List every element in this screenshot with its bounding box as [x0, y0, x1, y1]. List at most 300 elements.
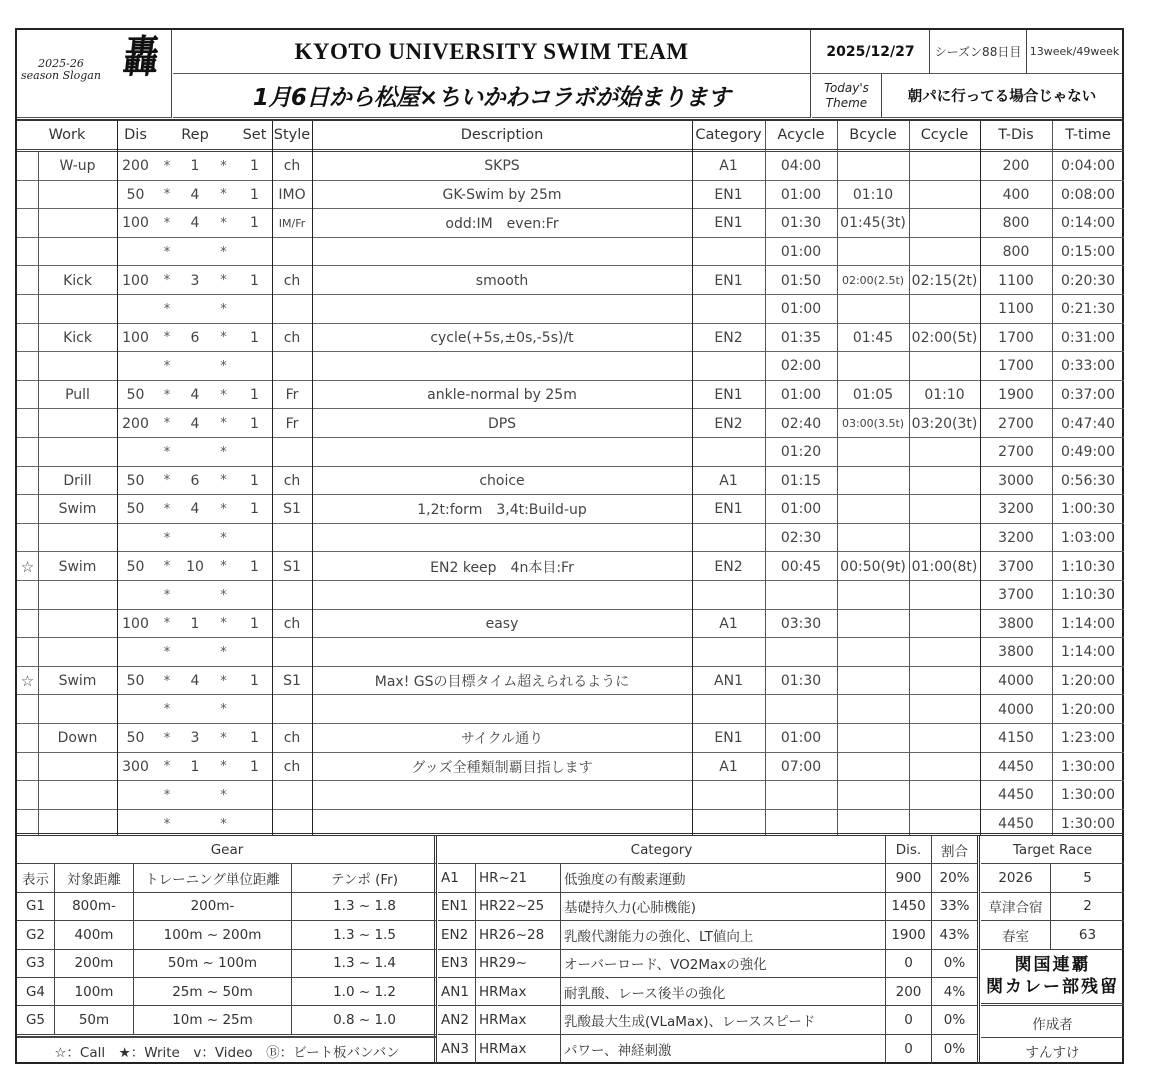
cell-times-1: * — [163, 759, 171, 775]
cell-t-dis: 4450 — [998, 787, 1034, 804]
table-row[interactable] — [17, 209, 1124, 238]
cell-bcycle — [837, 495, 909, 524]
cell-times-2: * — [220, 416, 227, 432]
cell-set: 1 — [250, 501, 259, 518]
target-race-table — [981, 836, 1124, 1064]
col-header-rep: Rep — [181, 127, 209, 143]
cell-times-2: * — [220, 215, 227, 231]
cell-times-1: * — [163, 330, 171, 346]
cell-ccycle: 03:20(3t) — [911, 415, 978, 432]
category-cell: AN3 — [438, 1035, 476, 1063]
col-header-dis: Dis — [124, 127, 147, 143]
cell-mark — [17, 295, 38, 324]
cell-rep: 1 — [190, 758, 200, 775]
cell-mark — [17, 381, 38, 410]
table-row[interactable] — [17, 266, 1124, 295]
cell-bcycle: 03:00(3.5t) — [841, 417, 905, 431]
cell-times-2: * — [220, 673, 227, 689]
cell-category: EN1 — [714, 387, 743, 404]
cell-rep: 4 — [190, 415, 200, 432]
cell-t-dis: 1900 — [998, 387, 1034, 404]
cell-t-dis: 400 — [1002, 186, 1030, 203]
table-row[interactable] — [17, 295, 1124, 324]
cell-times-1: * — [163, 444, 171, 460]
cell-dis — [117, 238, 154, 267]
column-divider — [837, 121, 838, 835]
cell-acycle: 01:00 — [780, 501, 822, 518]
cell-description — [312, 638, 692, 667]
category-cell: 0% — [932, 1006, 977, 1034]
table-row[interactable] — [17, 667, 1124, 696]
table-row[interactable] — [17, 438, 1124, 467]
cell-t-dis: 4000 — [998, 701, 1034, 718]
cell-t-time: 0:49:00 — [1061, 444, 1115, 461]
cell-dis — [117, 524, 154, 553]
category-cell: HR22~25 — [476, 893, 561, 921]
cell-ccycle — [909, 467, 980, 496]
cell-work: Drill — [63, 472, 92, 489]
table-row[interactable] — [17, 152, 1124, 181]
cell-t-time: 0:31:00 — [1061, 329, 1115, 346]
cell-acycle: 01:00 — [780, 301, 822, 318]
cell-t-dis: 800 — [1002, 244, 1030, 261]
star-call-icon: ☆ — [20, 672, 35, 691]
cell-ccycle — [909, 209, 980, 238]
cell-t-time: 0:33:00 — [1061, 358, 1115, 375]
cell-style: ch — [283, 615, 301, 632]
category-cell: オーバーロード、VO2Maxの強化 — [561, 950, 886, 978]
cell-set: 1 — [250, 215, 259, 232]
target-race-value: 5 — [1051, 864, 1124, 892]
category-cell: 1900 — [886, 921, 932, 949]
cell-description: サイクル通り — [460, 731, 544, 748]
cell-rep — [180, 781, 210, 810]
cell-acycle — [765, 638, 837, 667]
cell-set: 1 — [250, 158, 259, 175]
cell-work: Kick — [63, 329, 92, 346]
cell-dis: 50 — [126, 186, 145, 203]
table-row[interactable] — [17, 581, 1124, 610]
season-day: シーズン88日目 — [930, 30, 1027, 74]
menu-table — [17, 119, 1124, 833]
table-row[interactable] — [17, 238, 1124, 267]
cell-bcycle — [837, 581, 909, 610]
table-row[interactable] — [17, 753, 1124, 782]
cell-set: 1 — [250, 186, 259, 203]
cell-times-2: * — [220, 702, 227, 718]
cell-description: GK-Swim by 25m — [442, 186, 562, 203]
col-header-category: Category — [695, 127, 762, 143]
cell-acycle: 01:30 — [780, 673, 822, 690]
cell-times-2: * — [220, 559, 227, 575]
cell-bcycle — [837, 152, 909, 181]
cell-mark — [17, 438, 38, 467]
col-header-t-dis: T-Dis — [998, 127, 1034, 143]
cell-t-dis: 3200 — [998, 530, 1034, 547]
cell-t-time: 0:15:00 — [1061, 244, 1115, 261]
cell-rep — [180, 438, 210, 467]
cell-t-time: 0:37:00 — [1061, 387, 1115, 404]
category-table — [438, 836, 980, 1064]
cell-set — [237, 238, 272, 267]
cell-style: IMO — [278, 186, 306, 203]
cell-bcycle — [837, 695, 909, 724]
cell-style: ch — [283, 758, 301, 775]
category-cell: HR26~28 — [476, 921, 561, 949]
todays-theme: 朝パに行ってる場合じゃない — [882, 74, 1122, 118]
cell-style — [272, 524, 312, 553]
category-cell: 基礎持久力(心肺機能) — [561, 893, 886, 921]
cell-category: A1 — [719, 158, 738, 175]
cell-category — [692, 438, 765, 467]
cell-mark — [17, 524, 38, 553]
cell-times-2: * — [220, 330, 227, 346]
target-race-name: 2026 — [981, 864, 1051, 892]
col-header-style: Style — [273, 127, 311, 143]
gear-header-unit-distance: トレーニング単位距離 — [134, 864, 292, 892]
cell-dis — [117, 581, 154, 610]
cell-rep: 1 — [190, 158, 200, 175]
category-cell: 4% — [932, 978, 977, 1006]
cell-set: 1 — [250, 415, 259, 432]
cell-t-dis: 1700 — [998, 329, 1034, 346]
cell-mark — [17, 495, 38, 524]
cell-work: Swim — [58, 501, 97, 518]
cell-rep — [180, 238, 210, 267]
category-cell: パワー、神経刺激 — [561, 1035, 886, 1063]
table-row[interactable] — [17, 552, 1124, 581]
cell-acycle — [765, 581, 837, 610]
cell-dis — [117, 352, 154, 381]
cell-t-dis: 4150 — [998, 730, 1034, 747]
column-divider — [909, 121, 910, 835]
cell-style — [272, 438, 312, 467]
cell-set — [237, 638, 272, 667]
cell-t-time: 1:03:00 — [1061, 530, 1115, 547]
cell-t-time: 1:30:00 — [1061, 758, 1115, 775]
cell-category: EN1 — [714, 730, 743, 747]
cell-rep: 4 — [190, 215, 200, 232]
practice-menu-sheet — [15, 28, 1124, 1064]
cell-bcycle — [837, 467, 909, 496]
cell-category — [692, 638, 765, 667]
cell-dis — [117, 695, 154, 724]
gear-cell: 200m- — [134, 893, 292, 921]
table-row[interactable] — [17, 381, 1124, 410]
cell-t-time: 0:04:00 — [1061, 158, 1115, 175]
cell-acycle: 02:00 — [780, 358, 822, 375]
cell-ccycle — [909, 352, 980, 381]
cell-work — [38, 238, 117, 267]
cell-bcycle: 01:05 — [852, 387, 894, 404]
cell-ccycle — [909, 524, 980, 553]
cell-t-time: 0:08:00 — [1061, 186, 1115, 203]
category-cell: 20% — [932, 864, 977, 892]
cell-t-time: 1:10:30 — [1061, 558, 1115, 575]
cell-set — [237, 524, 272, 553]
cell-set — [237, 438, 272, 467]
cell-work — [38, 610, 117, 639]
cell-times-2: * — [220, 273, 227, 289]
cell-style: ch — [283, 329, 301, 346]
cell-acycle — [765, 695, 837, 724]
cell-acycle: 01:50 — [780, 272, 822, 289]
author-label: 作成者 — [981, 1009, 1124, 1037]
gear-table — [17, 836, 437, 1064]
cell-dis: 100 — [122, 615, 149, 632]
slogan-box — [17, 30, 172, 118]
table-row[interactable] — [17, 695, 1124, 724]
category-cell: 耐乳酸、レース後半の強化 — [561, 978, 886, 1006]
cell-category: EN2 — [714, 558, 743, 575]
cell-t-time: 0:56:30 — [1061, 472, 1115, 489]
cell-acycle: 00:45 — [780, 558, 822, 575]
column-divider — [765, 121, 766, 835]
gear-cell: 50m — [55, 1006, 134, 1034]
cell-times-1: * — [163, 215, 171, 231]
cell-t-dis: 2700 — [998, 444, 1034, 461]
cell-dis: 50 — [126, 387, 145, 404]
table-row[interactable] — [17, 181, 1124, 210]
col-header-t-time: T-time — [1065, 127, 1111, 143]
cell-set: 1 — [250, 673, 259, 690]
cell-t-dis: 1700 — [998, 358, 1034, 375]
cell-bcycle: 01:10 — [852, 186, 894, 203]
cell-acycle: 03:30 — [780, 615, 822, 632]
category-cell: 0% — [943, 1040, 966, 1057]
category-cell: A1 — [438, 864, 476, 892]
cell-set: 1 — [250, 329, 259, 346]
season-year: 2025-26 — [38, 57, 84, 70]
cell-dis: 100 — [122, 215, 149, 232]
cell-rep: 4 — [190, 186, 200, 203]
category-cell: 低強度の有酸素運動 — [561, 864, 886, 892]
table-row[interactable] — [17, 495, 1124, 524]
announcement: 1月6日から松屋×ちいかわコラボが始まります — [173, 74, 811, 118]
cell-times-2: * — [220, 787, 227, 803]
category-cell: HRMax — [476, 1035, 561, 1063]
col-header-acycle: Acycle — [777, 127, 825, 143]
cell-rep: 4 — [190, 501, 200, 518]
cell-style: IM/Fr — [278, 216, 306, 230]
cell-bcycle — [837, 295, 909, 324]
cell-mark — [17, 181, 38, 210]
cell-t-dis: 3800 — [998, 615, 1034, 632]
cell-dis: 50 — [126, 501, 145, 518]
cell-description: SKPS — [484, 158, 520, 175]
cell-rep — [180, 524, 210, 553]
motto-line-1: 関国連覇 — [1014, 955, 1091, 976]
cell-t-dis: 3700 — [998, 558, 1034, 575]
category-cell: 0% — [932, 950, 977, 978]
gear-cell: G2 — [17, 921, 55, 949]
cell-times-2: * — [220, 358, 227, 374]
table-row[interactable] — [17, 724, 1124, 753]
cell-category: EN1 — [714, 186, 743, 203]
cell-category — [692, 524, 765, 553]
cell-set: 1 — [250, 558, 259, 575]
cell-bcycle — [837, 610, 909, 639]
gear-cell: 1.0 ~ 1.2 — [292, 978, 437, 1006]
cell-description — [312, 238, 692, 267]
cell-category: A1 — [719, 615, 738, 632]
cell-times-2: * — [220, 730, 227, 746]
cell-description: DPS — [487, 415, 517, 432]
table-row[interactable] — [17, 610, 1124, 639]
cell-t-dis: 200 — [1002, 158, 1030, 175]
cell-category: AN1 — [714, 673, 743, 690]
cell-t-dis: 1100 — [998, 272, 1034, 289]
category-cell: 乳酸最大生成(VLaMax)、レーススピード — [561, 1006, 886, 1034]
cell-ccycle — [909, 181, 980, 210]
cell-style: ch — [283, 472, 301, 489]
cell-bcycle — [837, 667, 909, 696]
cell-t-time: 0:14:00 — [1061, 215, 1115, 232]
cell-rep: 1 — [190, 615, 200, 632]
cell-bcycle — [837, 352, 909, 381]
cell-t-dis: 4450 — [998, 816, 1034, 833]
table-row[interactable] — [17, 352, 1124, 381]
gear-cell: G3 — [17, 950, 55, 978]
cell-work: Kick — [63, 272, 92, 289]
cell-set: 1 — [250, 615, 259, 632]
cell-mark — [17, 781, 38, 810]
cell-bcycle: 01:45 — [852, 329, 894, 346]
cell-description: odd:IM even:Fr — [445, 216, 559, 233]
gear-cell: G5 — [17, 1006, 55, 1034]
cell-style — [272, 781, 312, 810]
category-title: Category — [438, 836, 886, 864]
cell-category: EN1 — [714, 215, 743, 232]
cell-ccycle — [909, 724, 980, 753]
cell-ccycle — [909, 438, 980, 467]
gear-header-tempo: テンポ (Fr) — [292, 864, 437, 892]
cell-times-2: * — [220, 244, 227, 260]
cell-mark — [17, 581, 38, 610]
column-divider — [692, 121, 693, 835]
cell-description — [312, 295, 692, 324]
cell-style — [272, 238, 312, 267]
cell-times-2: * — [220, 473, 227, 489]
cell-work — [38, 638, 117, 667]
cell-category: EN1 — [714, 501, 743, 518]
column-divider — [38, 152, 39, 835]
cell-t-time: 1:00:30 — [1061, 501, 1115, 518]
cell-description — [312, 438, 692, 467]
category-cell: 1450 — [886, 893, 932, 921]
cell-style: Fr — [285, 387, 299, 404]
table-row[interactable] — [17, 781, 1124, 810]
theme-label-line1: Today's — [824, 80, 869, 95]
target-race-name: 春室 — [981, 921, 1051, 949]
cell-set — [237, 352, 272, 381]
table-row[interactable] — [17, 467, 1124, 496]
cell-set: 1 — [250, 758, 259, 775]
cell-ccycle — [909, 238, 980, 267]
target-race-value: 2 — [1051, 893, 1124, 921]
category-cell: HR29~ — [476, 950, 561, 978]
column-divider — [312, 121, 313, 835]
cell-category: EN2 — [714, 415, 743, 432]
cell-mark — [17, 610, 38, 639]
week-count: 13week/49week — [1027, 30, 1122, 74]
cell-dis — [117, 638, 154, 667]
cell-style — [272, 295, 312, 324]
cell-times-2: * — [220, 816, 227, 832]
cell-mark — [17, 724, 38, 753]
cell-mark — [17, 209, 38, 238]
cell-ccycle — [909, 638, 980, 667]
cell-dis: 100 — [122, 272, 149, 289]
cell-description — [312, 352, 692, 381]
cell-set — [237, 695, 272, 724]
category-cell: AN2 — [438, 1006, 476, 1034]
cell-bcycle — [837, 724, 909, 753]
table-row[interactable] — [17, 409, 1124, 438]
cell-style — [272, 638, 312, 667]
cell-t-time: 1:20:00 — [1061, 673, 1115, 690]
cell-t-dis: 3700 — [998, 587, 1034, 604]
theme-label — [812, 74, 882, 118]
cell-bcycle — [837, 753, 909, 782]
table-row[interactable] — [17, 638, 1124, 667]
cell-ccycle — [909, 152, 980, 181]
cell-ccycle — [909, 295, 980, 324]
gear-cell: 400m — [55, 921, 134, 949]
cell-t-time: 0:21:30 — [1061, 301, 1115, 318]
cell-t-time: 1:20:00 — [1061, 701, 1115, 718]
table-row[interactable] — [17, 324, 1124, 353]
gear-cell: 100m ~ 200m — [134, 921, 292, 949]
cell-set — [237, 781, 272, 810]
cell-rep: 10 — [186, 558, 204, 575]
cell-ccycle: 02:15(2t) — [911, 272, 978, 289]
gear-cell: 50m ~ 100m — [134, 950, 292, 978]
gear-header-label: 表示 — [17, 864, 55, 892]
cell-rep: 3 — [190, 730, 200, 747]
gear-cell: 25m ~ 50m — [134, 978, 292, 1006]
cell-acycle: 01:35 — [780, 329, 822, 346]
category-cell: 0 — [886, 1006, 932, 1034]
category-ratio-header: 割合 — [932, 836, 977, 864]
cell-rep — [180, 581, 210, 610]
cell-times-1: * — [163, 158, 171, 174]
star-call-icon: ☆ — [20, 557, 35, 576]
col-header-ccycle: Ccycle — [920, 127, 969, 143]
cell-work — [38, 209, 117, 238]
gear-cell: 800m- — [55, 893, 134, 921]
cell-times-1: * — [163, 673, 171, 689]
cell-bcycle: 00:50(9t) — [840, 558, 906, 575]
cell-mark — [17, 266, 38, 295]
cell-times-1: * — [163, 616, 171, 632]
cell-set: 1 — [250, 730, 259, 747]
author-name: すんすけ — [1025, 1044, 1080, 1061]
slogan-kanji: 轟 — [120, 32, 162, 83]
cell-t-time: 0:20:30 — [1061, 272, 1115, 289]
table-row[interactable] — [17, 524, 1124, 553]
column-divider — [117, 121, 118, 835]
cell-work — [38, 352, 117, 381]
gear-cell: 200m — [55, 950, 134, 978]
cell-category — [692, 781, 765, 810]
cell-bcycle — [837, 238, 909, 267]
cell-description: EN2 keep 4n本目:Fr — [430, 559, 574, 576]
cell-style: S1 — [283, 501, 301, 518]
cell-times-2: * — [220, 587, 227, 603]
cell-style — [272, 581, 312, 610]
cell-acycle: 01:15 — [780, 472, 822, 489]
